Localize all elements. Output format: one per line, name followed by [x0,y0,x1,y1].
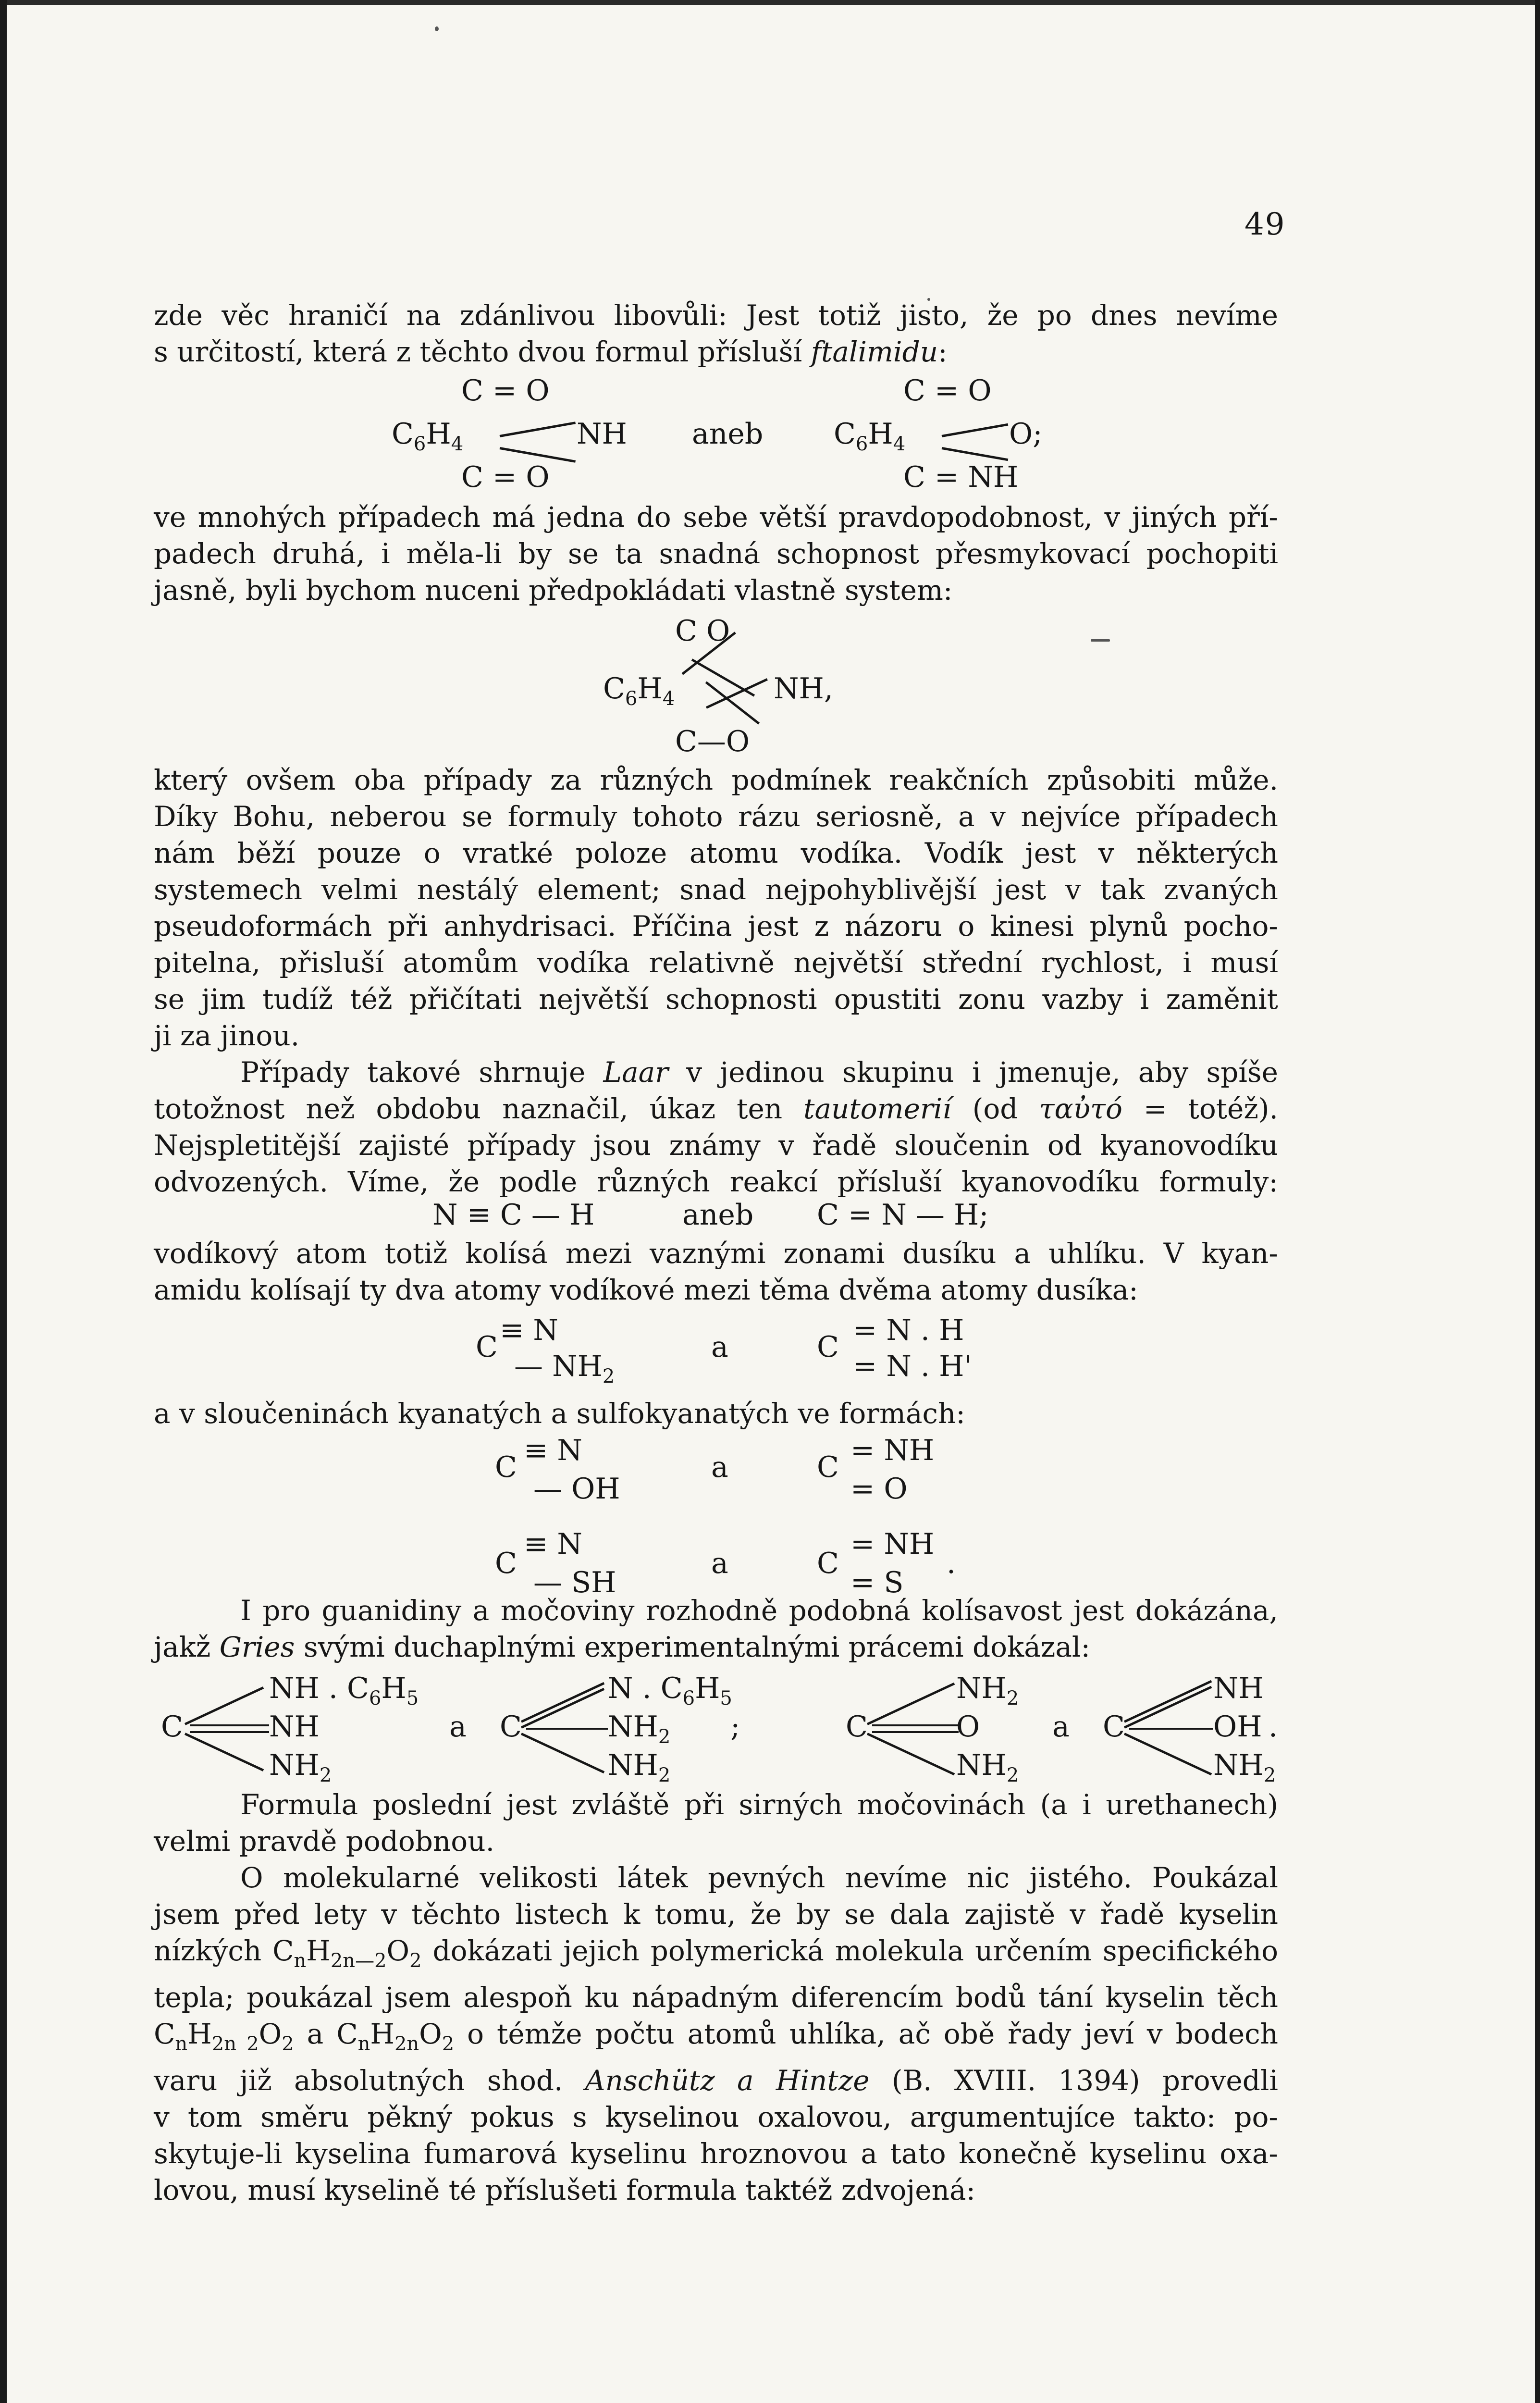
text-line: v tom směru pěkný pokus s kyselinou oxalovou, argumentujíce takto: po- [154,2101,1278,2133]
word-aneb: aneb [682,1198,754,1232]
formula-text: C = O [903,374,992,408]
formula-text: = O [850,1472,908,1506]
formula-text: = S [850,1566,904,1599]
bond-line [1129,1728,1213,1730]
formula-text: = N . H [853,1313,964,1347]
text-line: nám běží pouze o vratké poloze atomu vodíka. Vodík jest v některých [154,837,1278,869]
formula-text: NH [269,1710,320,1744]
text-line: se jim tudíž též přičítati největší schopnosti opustiti zonu vazby i zaměnit [154,983,1278,1016]
scan-top-border [0,0,1540,5]
text-line: O molekularné velikosti látek pevných nevíme nic jistého. Poukázal [240,1861,1278,1894]
text-line: I pro guanidiny a močoviny rozhodně podobná kolísavost jest dokázána, [240,1594,1278,1627]
bond-line [521,1682,604,1723]
formula-text: C—O [675,725,750,758]
formula-text: C [846,1710,868,1744]
text-line: nízkých $C_nH_{2n—2}O_2$ dokázati jejich polymerická molekula určením specifického [154,1934,1278,1972]
formula-text: NH, [774,672,833,706]
formula-text: NH [1213,1672,1264,1705]
text-line: padech druhá, i měla-li by se ta snadná schopnost přesmykovací pochopiti [154,537,1278,570]
formula-hcn-nitrile: N ≡ C — H [432,1198,595,1232]
text-line: Díky Bohu, neberou se formuly tohoto rázu seriosně, a v nejvíce případech [154,800,1278,833]
text-line: vodíkový atom totiž kolísá mezi vaznými zonami dusíku a uhlíku. V kyan- [154,1237,1278,1270]
bond-line [942,447,1009,461]
paragraph-probability [154,499,1278,608]
formula-text: $NH_2$ [269,1748,332,1786]
formula-text: — $NH_2$ [514,1350,615,1387]
word-a: a [711,1450,728,1484]
text-line: lovou, musí kyselině té příslušeti formula taktéž zdvojená: [154,2174,976,2206]
formula-text: C [500,1710,522,1744]
paragraph-cyanates [154,1395,1278,1432]
formula-text: $NH_2$ [1213,1748,1276,1786]
bond-line [185,1733,264,1771]
bond-line [190,1731,269,1733]
text-line: amidu kolísají ty dva atomy vodíkové mezi těma dvěma atomy dusíka: [154,1274,1138,1306]
emphasis-anschutz-hintze: Anschütz a Hintze [585,2064,870,2097]
word-a: a [711,1547,728,1580]
formula-text: = NH [850,1434,935,1467]
formula-text: C = NH [903,460,1019,494]
text-line: Formula poslední jest zvláště při sirných močovinách (a i urethanech) [240,1788,1278,1821]
formula-text: NH [577,417,627,451]
text-line: pseudoformách při anhydrisaci. Příčina jest z názoru o kinesi plynů pocho- [154,910,1278,942]
formula-text: ≡ N [524,1434,582,1467]
paragraph-molecular-size [154,1859,1278,2208]
formula-text: — OH [533,1472,620,1506]
text-line: velmi pravdě podobnou. [154,1825,494,1858]
bond-line [500,421,576,437]
formula-text: C [817,1547,839,1580]
text-line: jsem před lety v těchto listech k tomu, že by se dala zajistě v řadě kyselin [154,1898,1278,1931]
bond-line [521,1733,604,1773]
text-line: skytuje-li kyselina fumarová kyselinu hroznovou a tato konečně kyselinu oxa- [154,2137,1278,2170]
formula-text: C = O [461,460,550,494]
text-line: který ovšem oba případy za různých podmínek reakčních způsobiti může. [154,764,1278,796]
formula-text: C [476,1330,498,1364]
text-line: ji za jinou. [154,1019,300,1052]
formula-text: C = O [461,374,550,408]
word-a: a [711,1330,728,1364]
text-line: zde věc hraničí na zdánlivou libovůli: Jest totiž jisto, že po dnes nevíme [154,299,1278,332]
bond-line [942,423,1009,437]
formula-text: . [1269,1710,1278,1744]
formula-hcn-isonitrile: C = N — H; [817,1198,989,1232]
formula-text: C [1103,1710,1125,1744]
paragraph-hydrogen [154,762,1278,1054]
emphasis-laar: Laar [603,1056,668,1089]
bond-line [867,1733,955,1775]
text-line: pitelna, přisluší atomům vodíka relativně největší střední rychlost, i musí [154,946,1278,979]
text-line: jakž Gries svými duchaplnými experimentalnými prácemi dokázal: [154,1631,1091,1663]
formula-text: C [817,1450,839,1484]
formula-text: C [161,1710,183,1744]
bond-line [521,1688,604,1729]
formula-text: C [495,1450,517,1484]
formula-text: N . $C_6H_5$ [608,1672,732,1709]
bond-line [1124,1686,1212,1729]
bond-line [691,658,755,696]
bond-line [867,1683,955,1725]
greek-tauto: ταὐτό [1039,1092,1122,1125]
scan-right-border [1535,0,1540,2403]
formula-text: $NH_2$ [608,1710,671,1748]
text-line: Nejspletitější zajisté případy jsou známy v řadě sloučenin od kyanovodíku [154,1129,1278,1162]
formula-text: $C_6H_4$ [392,417,464,455]
formula-text: C O [675,614,730,648]
text-line: a v sloučeninách kyanatých a sulfokyanatých ve formách: [154,1397,965,1430]
scan-speck [435,26,439,31]
text-line: jasně, byli bychom nuceni předpokládati vlastně system: [154,574,953,607]
bond-line [706,678,768,709]
paragraph-intro [154,297,1278,370]
paragraph-guanidines [154,1592,1278,1665]
paragraph-tautomerism [154,1054,1278,1200]
formula-text: $NH_2$ [956,1748,1019,1786]
word-a: a [1052,1710,1070,1744]
word-aneb: aneb [692,417,764,451]
scan-left-border [0,0,7,2403]
formula-text: ≡ N [524,1527,582,1561]
bond-line [1124,1733,1212,1775]
emphasis-gries: Gries [219,1631,295,1663]
emphasis-ftalimid: ftalimidu [811,335,938,368]
bond-line [185,1686,264,1725]
text-line: ve mnohých případech má jedna do sebe větší pravdopodobnost, v jiných pří- [154,501,1278,533]
bond-line [872,1724,959,1726]
formula-text: ≡ N [500,1313,558,1347]
formula-text: . [947,1547,956,1580]
text-line: systemech velmi nestálý element; snad nejpohyblivější jest v tak zvaných [154,873,1278,906]
emphasis-tautomerie: tautomerií [803,1092,951,1125]
word-a: a [449,1710,467,1744]
paragraph-sulfur-ureas [154,1786,1278,1859]
formula-text: O [956,1710,980,1744]
paragraph-cyanamide [154,1235,1278,1308]
text-line: odvozených. Víme, že podle různých reakcí přísluší kyanovodíku formuly: [154,1165,1278,1198]
formula-text: C [495,1547,517,1580]
bond-line [1124,1680,1212,1723]
bond-line [190,1724,269,1726]
text-line: tepla; poukázal jsem alespoň ku nápadným diferencím bodů tání kyselin těch [154,1981,1278,2014]
formula-text: NH . $C_6H_5$ [269,1672,419,1709]
bond-line [872,1731,959,1733]
text-line: $C_nH_{2n 2}O_2$ a $C_nH_{2n}O_2$ o témže počtu atomů uhlíka, ač obě řady jeví v bodech [154,2018,1278,2055]
text-line: varu již absolutných shod. Anschütz a Hintze (B. XVIII. 1394) provedli [154,2064,1278,2097]
formula-text: C [817,1330,839,1364]
separator-semicolon: ; [730,1710,740,1744]
text-line: Případy takové shrnuje Laar v jedinou skupinu i jmenuje, aby spíše [240,1056,1278,1089]
bond-line [526,1728,608,1730]
formula-text: $NH_2$ [956,1672,1019,1709]
text-line: totožnost než obdobu naznačil, úkaz ten tautomerií (od ταὐτό = totéž). [154,1092,1278,1125]
text-line: s určitostí, která z těchto dvou formul přísluší ftalimidu: [154,335,948,368]
formula-text: $C_6H_4$ [603,672,675,710]
page-number: 49 [1244,207,1286,242]
formula-text: OH [1213,1710,1262,1744]
formula-text: $C_6H_4$ [834,417,906,455]
formula-text: — SH [533,1566,616,1599]
formula-text: = NH [850,1527,935,1561]
formula-text: O; [1009,417,1043,451]
formula-text: = N . H' [853,1350,972,1383]
scan-speck [1091,639,1110,642]
formula-text: $NH_2$ [608,1748,671,1786]
